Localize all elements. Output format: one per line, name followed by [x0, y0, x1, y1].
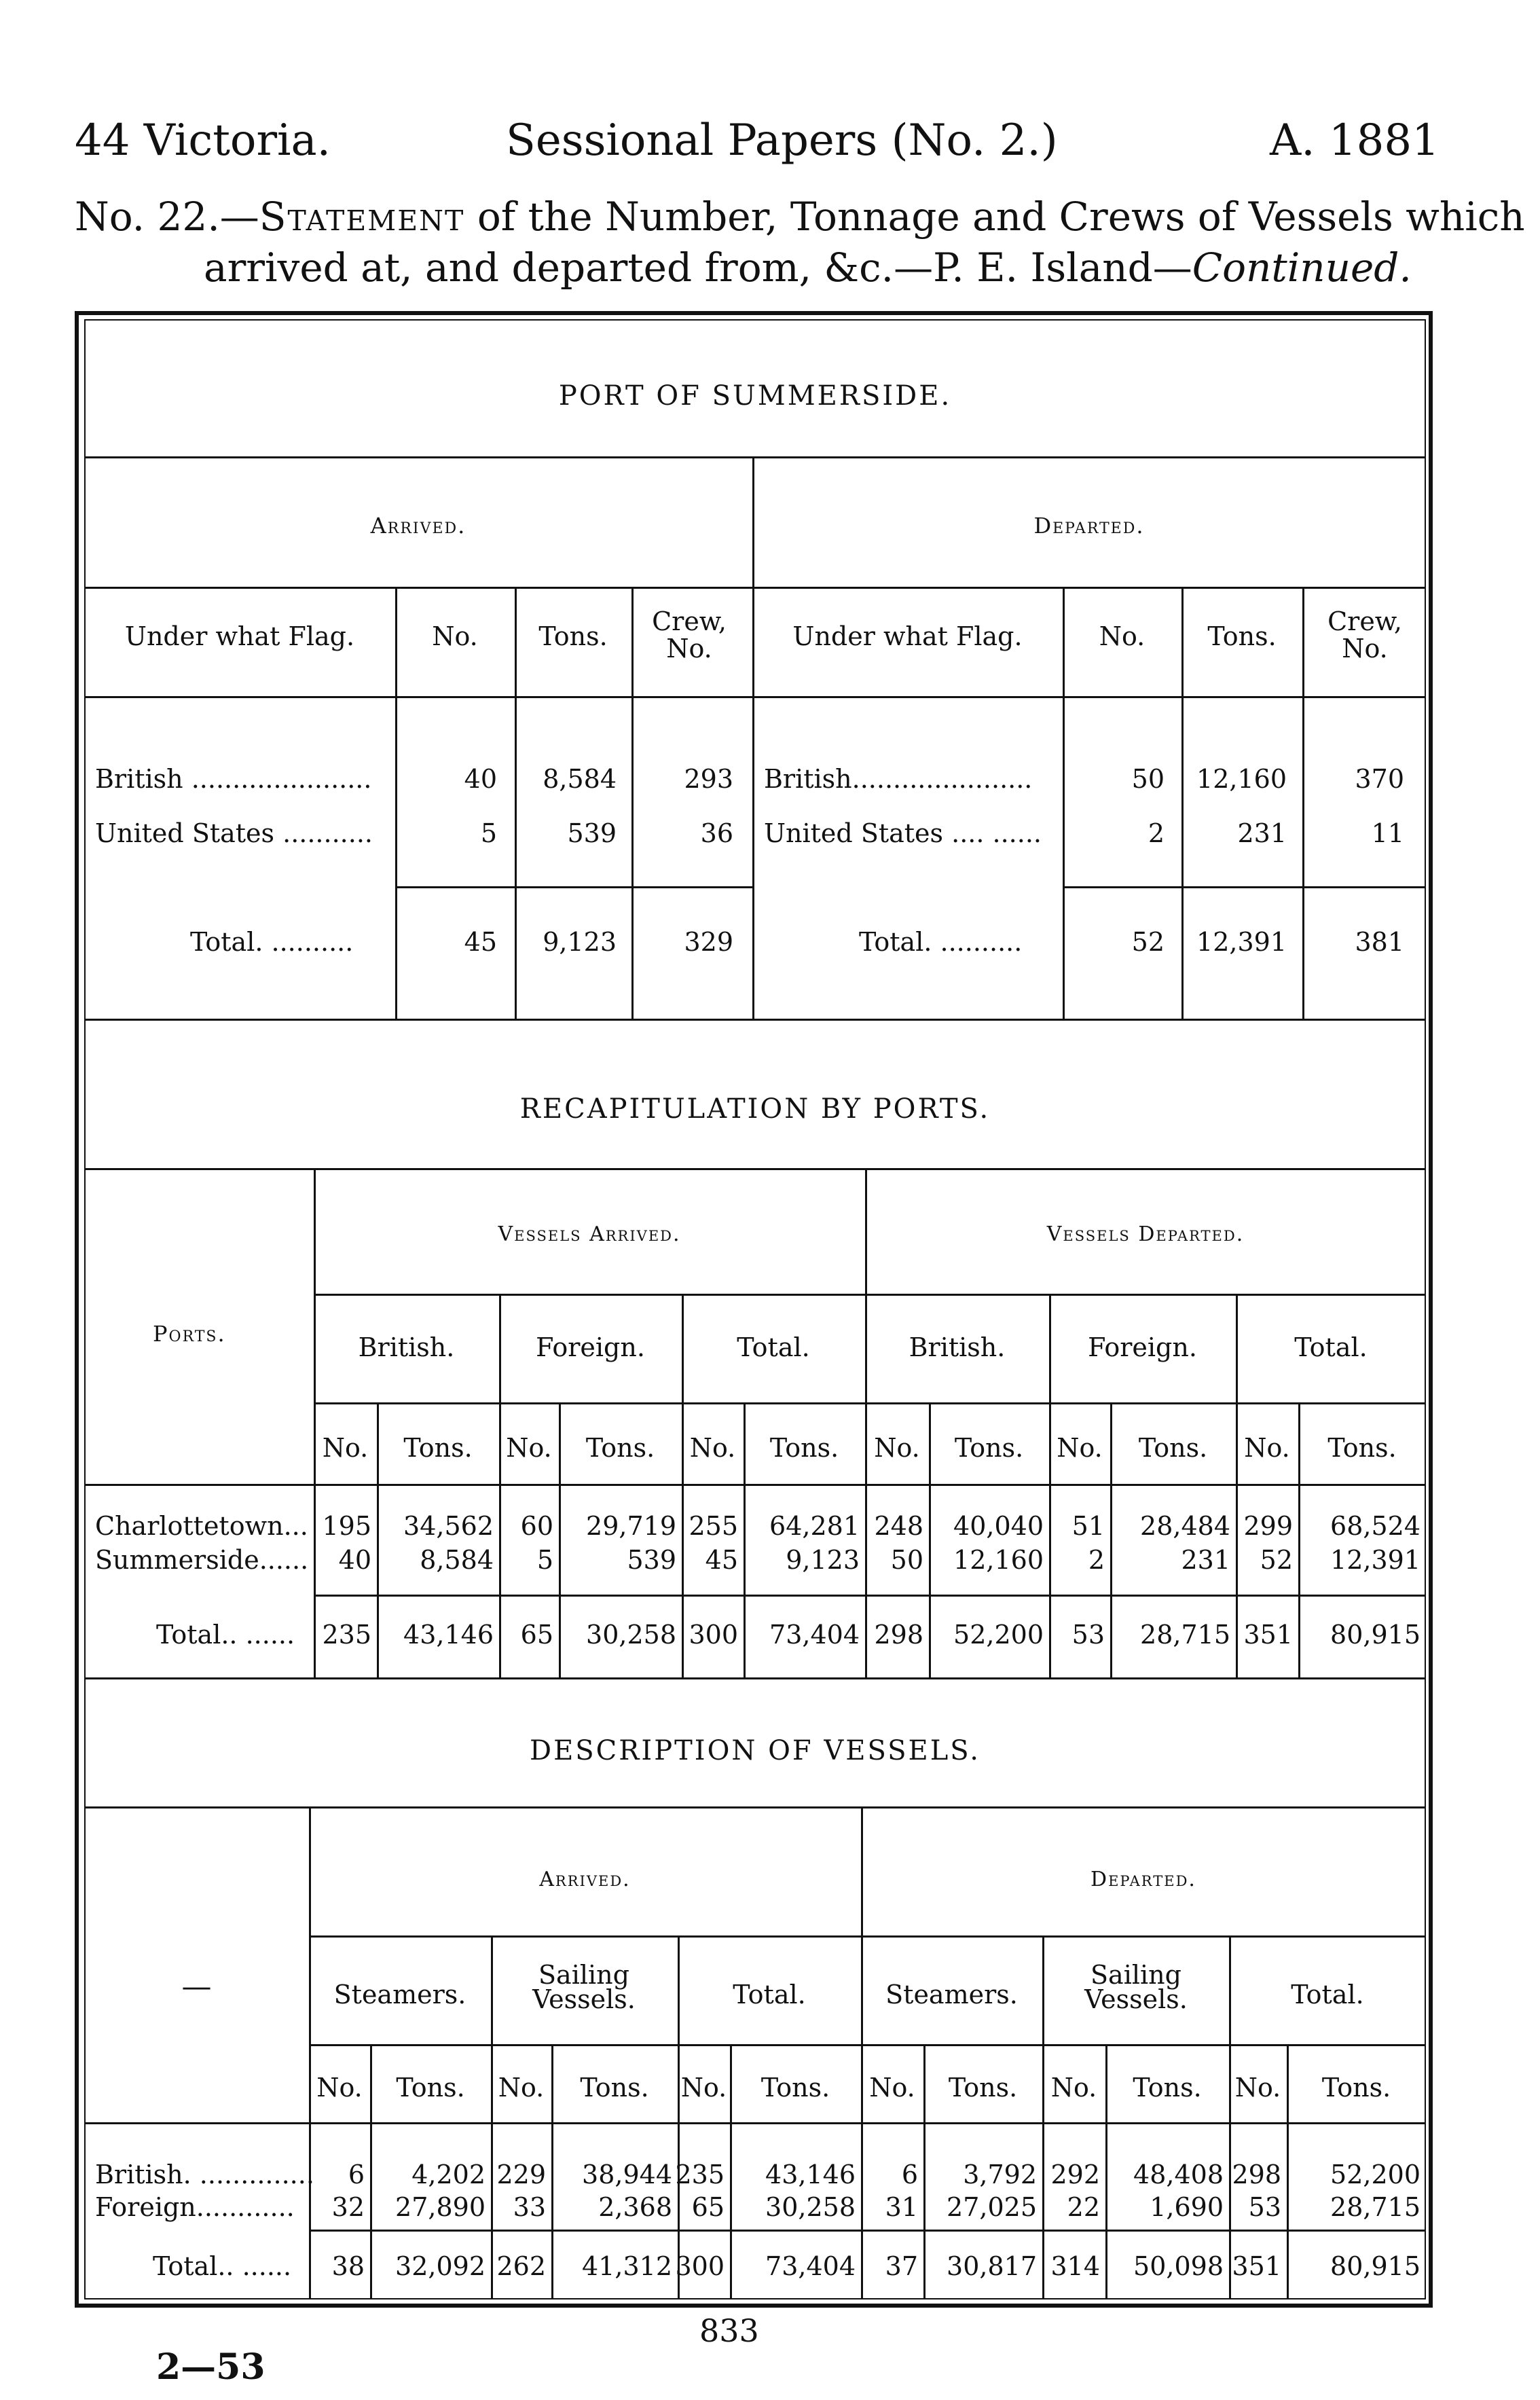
table-cell: 3,792	[963, 2160, 1037, 2189]
row-label: Foreign............	[95, 2192, 295, 2222]
table-cell: 262	[496, 2251, 546, 2281]
recap-dep-british: British.	[909, 1332, 1006, 1362]
table-cell: 30,817	[947, 2251, 1037, 2281]
running-head-right: A. 1881	[1270, 115, 1440, 166]
recap-sub-no: No.	[322, 1433, 369, 1463]
desc-arr-sailing: Sailing Vessels.	[532, 1960, 636, 2014]
port-dep-col-flag: Under what Flag.	[792, 621, 1023, 651]
table-cell: 12,391	[1330, 1545, 1420, 1575]
page-number: 833	[699, 2312, 759, 2349]
port-dep-col-tons: Tons.	[1207, 621, 1277, 651]
recap-sub-tons: Tons.	[1138, 1433, 1208, 1463]
desc-sub-tons: Tons.	[1321, 2073, 1391, 2103]
signature-mark: 2—53	[156, 2346, 265, 2388]
table-cell: 2	[1088, 1545, 1105, 1575]
table-cell: 255	[689, 1511, 738, 1541]
table-cell: 38	[331, 2251, 365, 2281]
recap-sub-no: No.	[1244, 1433, 1290, 1463]
table-cell: 32,092	[395, 2251, 485, 2281]
table-cell: 38,944	[582, 2160, 672, 2189]
recap-sub-tons: Tons.	[954, 1433, 1024, 1463]
running-head-left: 44 Victoria.	[75, 115, 331, 166]
table-cell: 34,562	[403, 1511, 494, 1541]
recap-sub-no: No.	[689, 1433, 736, 1463]
desc-departed-label: Departed.	[1090, 1868, 1196, 1891]
table-cell: 31	[885, 2192, 918, 2222]
table-cell: 68,524	[1330, 1511, 1420, 1541]
table-cell: 300	[689, 1620, 738, 1650]
table-cell: 50	[890, 1545, 923, 1575]
table-cell: 351	[1232, 2251, 1281, 2281]
table-cell: 60	[520, 1511, 553, 1541]
table-cell: 50,098	[1133, 2251, 1224, 2281]
table-cell: 52,200	[953, 1620, 1044, 1650]
table-cell: 248	[874, 1511, 923, 1541]
table-cell: 40,040	[953, 1511, 1044, 1541]
table-cell: 65	[520, 1620, 553, 1650]
port-departed-label: Departed.	[1033, 513, 1145, 539]
recap-sub-tons: Tons.	[1327, 1433, 1397, 1463]
port-arr-col-crew: Crew, No.	[652, 606, 727, 663]
table-cell: 539	[627, 1545, 676, 1575]
document-title-line1: No. 22.—Statement of the Number, Tonnage and Crews of Vessels which	[75, 194, 1525, 240]
desc-sub-no: No.	[1234, 2073, 1281, 2103]
table-cell: 235	[675, 2160, 725, 2189]
table-cell: 27,025	[947, 2192, 1037, 2222]
table-cell: 28,484	[1140, 1511, 1230, 1541]
table-cell: 64,281	[769, 1511, 860, 1541]
recap-section-heading: RECAPITULATION BY PORTS.	[519, 1093, 991, 1125]
table-cell: 52	[1260, 1545, 1293, 1575]
table-cell: 48,408	[1133, 2160, 1224, 2189]
table-cell: 43,146	[403, 1620, 494, 1650]
desc-sub-no: No.	[316, 2073, 363, 2103]
port-dep-col-no: No.	[1099, 621, 1145, 651]
recap-sub-tons: Tons.	[403, 1433, 473, 1463]
desc-arr-total: Total.	[733, 1980, 806, 2010]
recap-arrived-label: Vessels Arrived.	[498, 1222, 681, 1246]
desc-sub-tons: Tons.	[580, 2073, 649, 2103]
recap-ports-label: Ports.	[153, 1321, 226, 1347]
table-cell: 32	[331, 2192, 365, 2222]
table-cell: 292	[1050, 2160, 1100, 2189]
table-cell: 29,719	[586, 1511, 676, 1541]
table-cell: 298	[1232, 2160, 1281, 2189]
recap-sub-tons: Tons.	[585, 1433, 655, 1463]
recap-sub-no: No.	[874, 1433, 920, 1463]
table-cell: 73,404	[769, 1620, 860, 1650]
table-cell: 231	[1181, 1545, 1230, 1575]
port-arr-col-no: No.	[432, 621, 478, 651]
table-cell: 41,312	[582, 2251, 672, 2281]
table-cell: 53	[1248, 2192, 1281, 2222]
desc-sub-no: No.	[680, 2073, 727, 2103]
table-cell: 28,715	[1330, 2192, 1420, 2222]
recap-departed-label: Vessels Departed.	[1046, 1222, 1245, 1246]
row-label: Charlottetown...	[95, 1511, 308, 1541]
table-cell: 9,123	[786, 1545, 860, 1575]
table-cell: 80,915	[1330, 2251, 1420, 2281]
recap-arr-total: Total.	[737, 1332, 810, 1362]
desc-dep-sailing: Sailing Vessels.	[1084, 1960, 1188, 2014]
port-dep-col-crew: Crew, No.	[1327, 606, 1402, 663]
desc-arr-steamers: Steamers.	[333, 1980, 466, 2010]
table-cell: 80,915	[1330, 1620, 1420, 1650]
total-label: Total.. ......	[153, 2251, 292, 2281]
table-cell: 299	[1243, 1511, 1293, 1541]
table-cell: 4,202	[411, 2160, 485, 2189]
table-cell: 300	[675, 2251, 725, 2281]
table-cell: 351	[1243, 1620, 1293, 1650]
table-cell: 298	[874, 1620, 923, 1650]
recap-dep-foreign: Foreign.	[1088, 1332, 1197, 1362]
port-arrived-label: Arrived.	[370, 513, 466, 539]
desc-sub-no: No.	[1050, 2073, 1097, 2103]
port-arr-col-flag: Under what Flag.	[124, 621, 355, 651]
recap-sub-no: No.	[506, 1433, 552, 1463]
table-cell: 8,584	[420, 1545, 494, 1575]
desc-sub-tons: Tons.	[948, 2073, 1018, 2103]
table-cell: 22	[1067, 2192, 1100, 2222]
desc-dep-steamers: Steamers.	[885, 1980, 1018, 2010]
table-cell: 45	[705, 1545, 738, 1575]
table-cell: 52,200	[1330, 2160, 1420, 2189]
table-cell: 2,368	[598, 2192, 672, 2222]
document-title-line2: arrived at, and departed from, &c.—P. E. Island—Continued.	[204, 244, 1412, 291]
table-cell: 314	[1050, 2251, 1100, 2281]
table-cell: 30,258	[586, 1620, 676, 1650]
table-cell: 40	[338, 1545, 371, 1575]
recap-arr-british: British.	[358, 1332, 455, 1362]
table-cell: 65	[691, 2192, 725, 2222]
table-cell: 28,715	[1140, 1620, 1230, 1650]
desc-dep-total: Total.	[1291, 1980, 1364, 2010]
table-cell: 27,890	[395, 2192, 485, 2222]
recap-sub-tons: Tons.	[769, 1433, 839, 1463]
desc-section-heading: DESCRIPTION OF VESSELS.	[530, 1735, 980, 1766]
table-cell: 235	[322, 1620, 371, 1650]
desc-sub-tons: Tons.	[396, 2073, 465, 2103]
total-label: Total.. ......	[156, 1620, 295, 1650]
row-label: Summerside......	[95, 1545, 309, 1575]
table-cell: 6	[348, 2160, 365, 2189]
table-cell: 30,258	[765, 2192, 856, 2222]
desc-sub-no: No.	[498, 2073, 545, 2103]
table-cell: 53	[1071, 1620, 1105, 1650]
table-cell: 6	[901, 2160, 918, 2189]
table-cell: 51	[1071, 1511, 1105, 1541]
table-cell: 12,160	[953, 1545, 1044, 1575]
table-cell: 37	[885, 2251, 918, 2281]
recap-sub-no: No.	[1057, 1433, 1103, 1463]
desc-dash-label: —	[181, 1969, 212, 2004]
table-cell: 195	[322, 1511, 371, 1541]
desc-arrived-label: Arrived.	[539, 1868, 631, 1891]
port-section-heading: PORT OF SUMMERSIDE.	[558, 380, 952, 412]
table-cell: 5	[536, 1545, 553, 1575]
desc-sub-tons: Tons.	[760, 2073, 830, 2103]
table-cell: 43,146	[765, 2160, 856, 2189]
desc-sub-tons: Tons.	[1133, 2073, 1202, 2103]
table-cell: 229	[496, 2160, 546, 2189]
table-cell: 73,404	[765, 2251, 856, 2281]
recap-arr-foreign: Foreign.	[536, 1332, 645, 1362]
table-cell: 33	[513, 2192, 546, 2222]
running-head-center: Sessional Papers (No. 2.)	[506, 115, 1058, 166]
row-label: British. ..............	[95, 2160, 314, 2189]
desc-sub-no: No.	[869, 2073, 915, 2103]
port-arr-col-tons: Tons.	[538, 621, 608, 651]
recap-dep-total: Total.	[1294, 1332, 1368, 1362]
table-cell: 1,690	[1150, 2192, 1224, 2222]
